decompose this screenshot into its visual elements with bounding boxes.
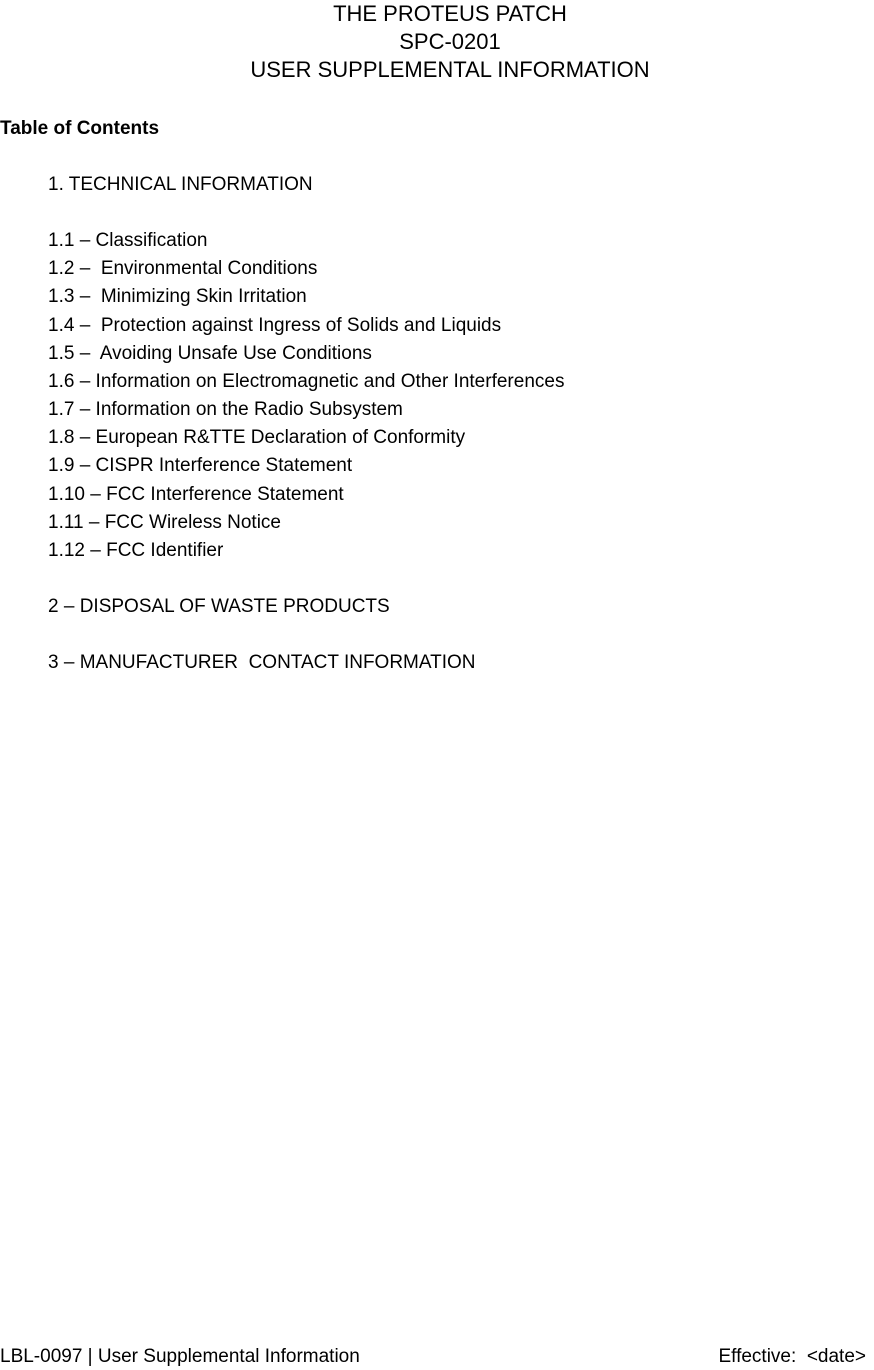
toc-item-1-6: 1.6 – Information on Electromagnetic and Other Interferences	[48, 371, 565, 392]
document-code: SPC-0201	[399, 29, 501, 54]
toc-section-2: 2 – DISPOSAL OF WASTE PRODUCTS	[48, 596, 390, 617]
toc-item-1-7: 1.7 – Information on the Radio Subsystem	[48, 399, 403, 420]
toc-heading: Table of Contents	[0, 118, 160, 139]
document-header	[0, 0, 874, 84]
footer-effective-date: Effective: <date>	[718, 1346, 866, 1367]
toc-item-1-5: 1.5 – Avoiding Unsafe Use Conditions	[48, 343, 372, 364]
toc-item-1-2: 1.2 – Environmental Conditions	[48, 258, 318, 279]
document-subtitle: USER SUPPLEMENTAL INFORMATION	[250, 57, 650, 82]
toc-item-1-1: 1.1 – Classification	[48, 230, 208, 251]
toc-item-1-3: 1.3 – Minimizing Skin Irritation	[48, 286, 307, 307]
document-title: THE PROTEUS PATCH	[333, 1, 567, 26]
toc-item-1-9: 1.9 – CISPR Interference Statement	[48, 455, 353, 476]
toc-section-3: 3 – MANUFACTURER CONTACT INFORMATION	[48, 652, 476, 673]
toc-item-1-11: 1.11 – FCC Wireless Notice	[48, 512, 281, 533]
toc-item-1-4: 1.4 – Protection against Ingress of Solids and Liquids	[48, 315, 502, 336]
footer-document-id: LBL-0097 | User Supplemental Information	[0, 1346, 360, 1367]
toc-item-1-8: 1.8 – European R&TTE Declaration of Conformity	[48, 427, 466, 448]
toc-item-1-12: 1.12 – FCC Identifier	[48, 540, 224, 561]
toc-section-1: 1. TECHNICAL INFORMATION	[48, 174, 313, 195]
toc-item-1-10: 1.10 – FCC Interference Statement	[48, 484, 344, 505]
